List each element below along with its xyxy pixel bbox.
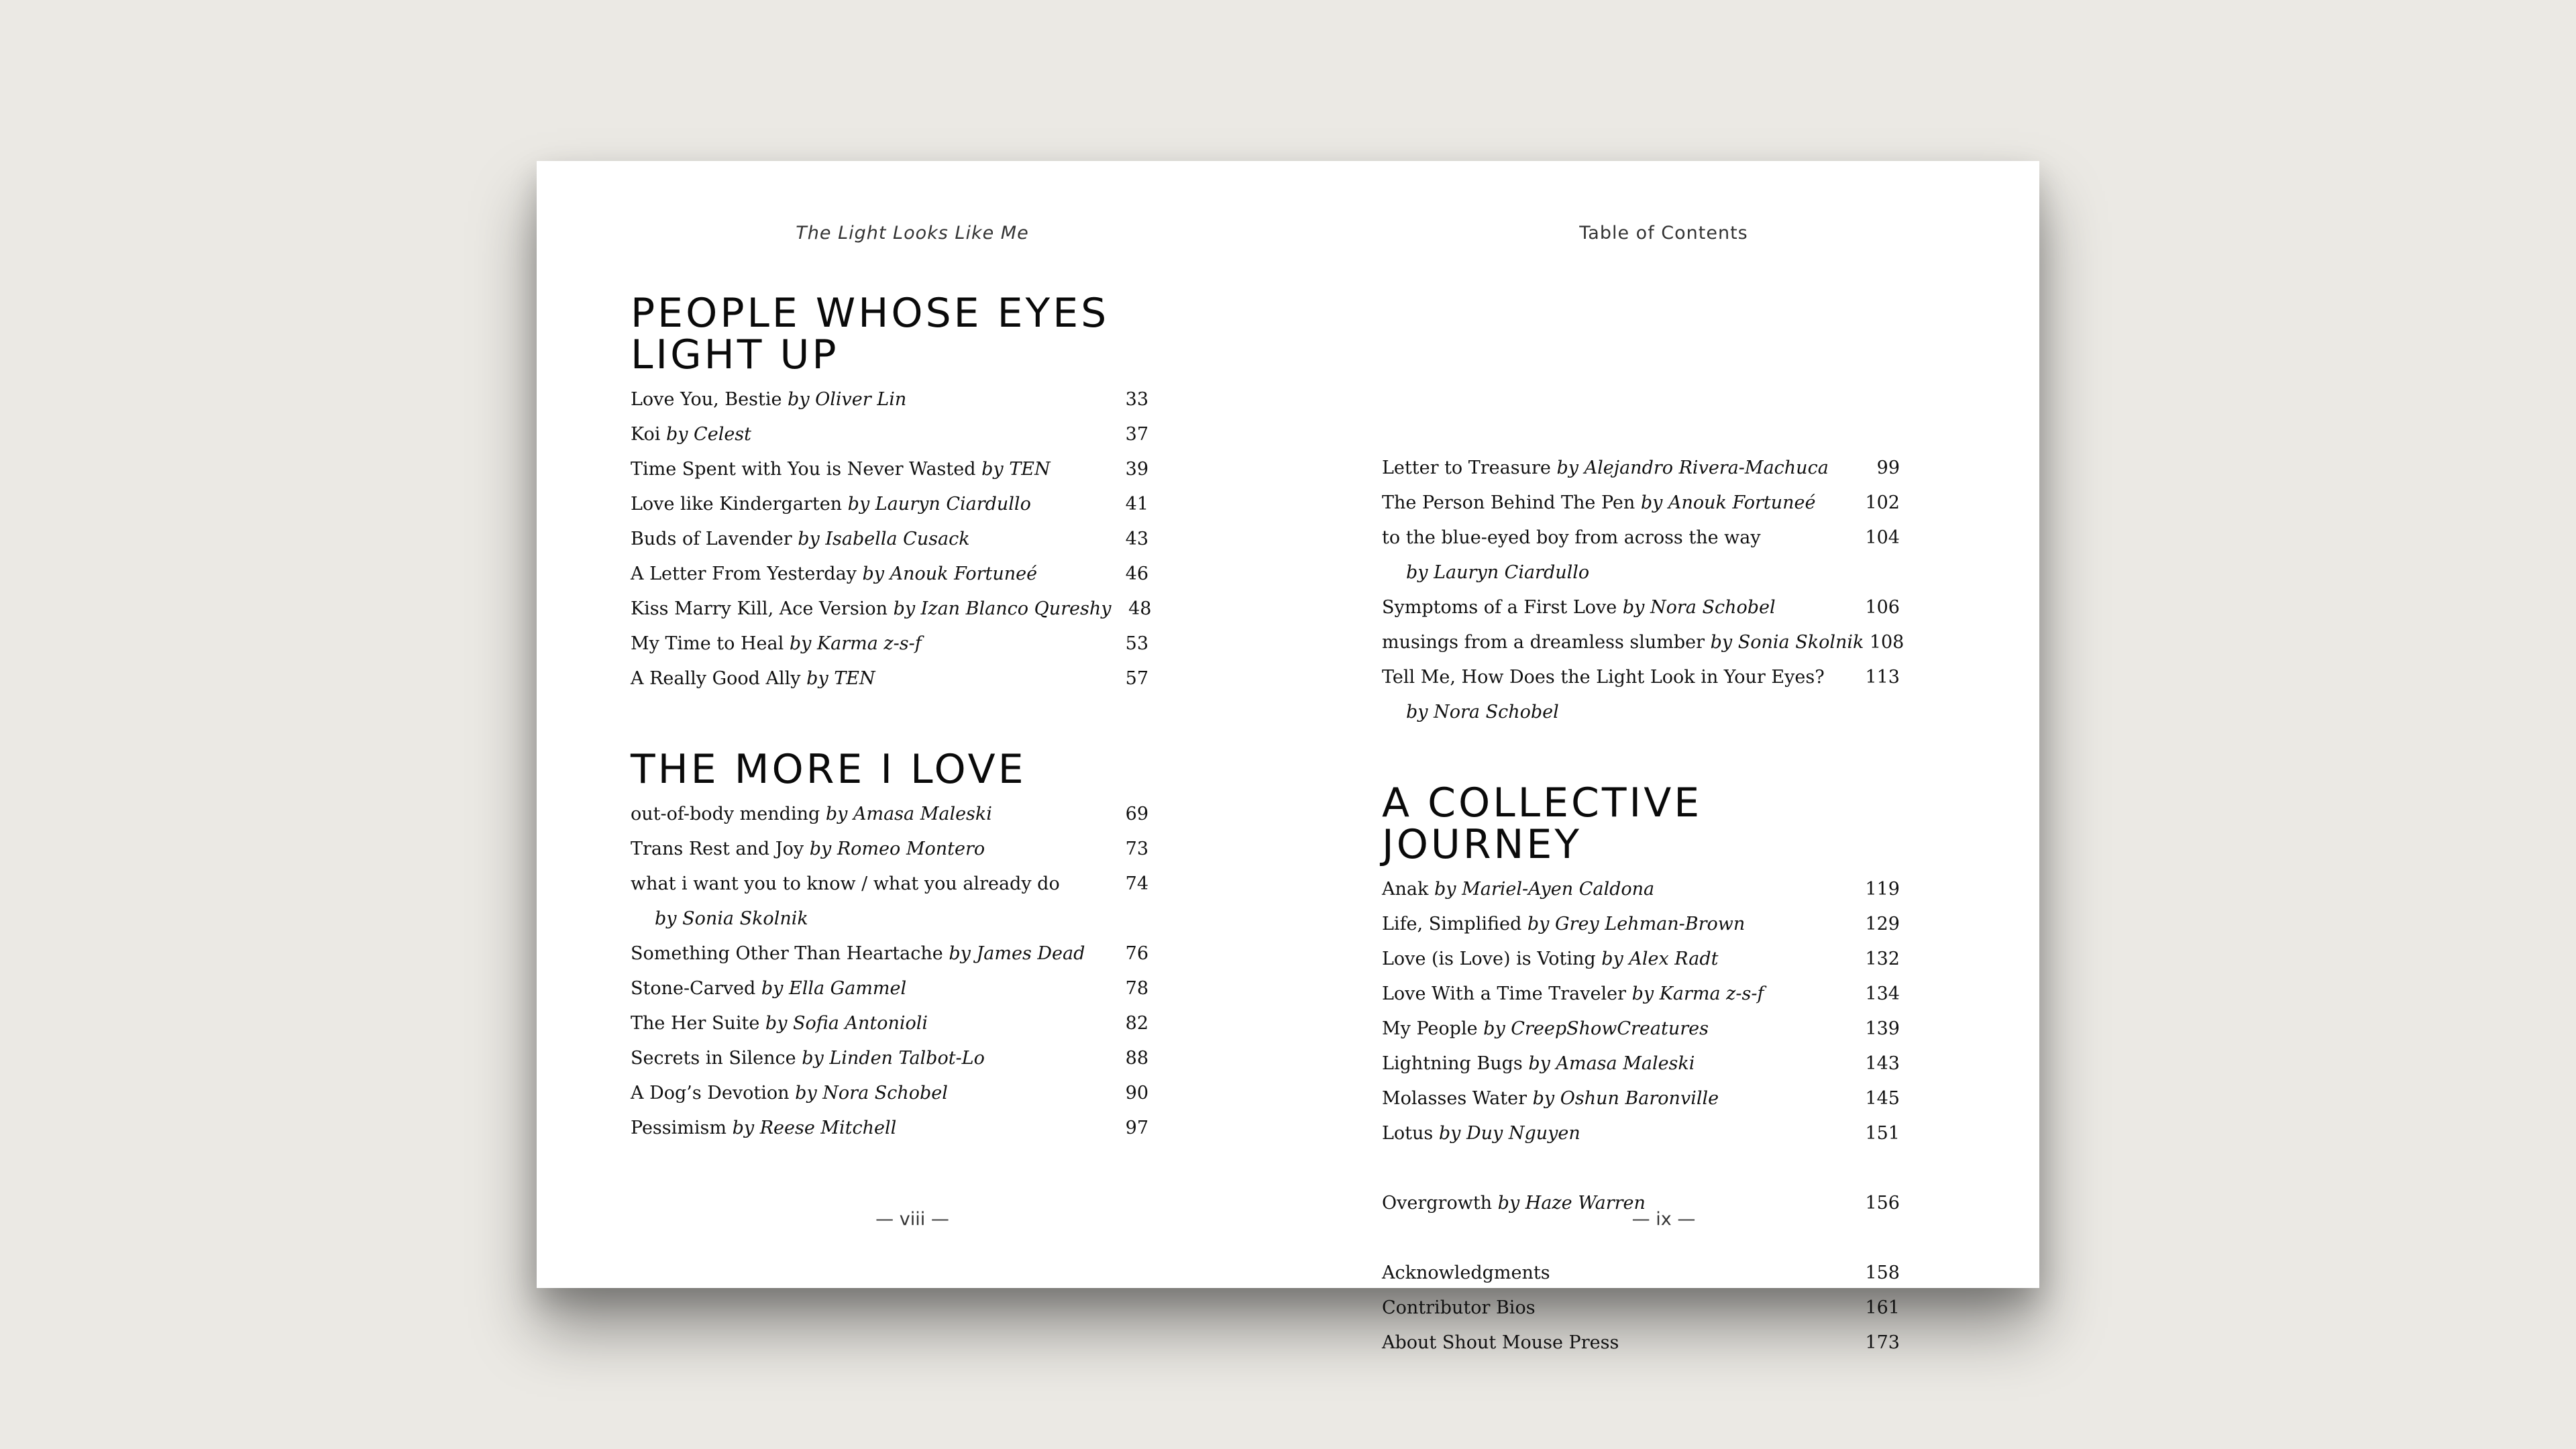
entry-page-number: 78 (1125, 978, 1148, 999)
toc-entry[interactable] (1382, 1081, 1900, 1116)
entry-author: by Ella Gammel (761, 978, 907, 999)
entry-page-number: 76 (1125, 943, 1148, 964)
entry-title: Love (is Love) is Voting (1382, 949, 1596, 969)
entry-author: by TEN (806, 668, 875, 689)
toc-entry-contributor-bios[interactable] (1382, 1291, 1900, 1326)
toc-entry-acknowledgments[interactable] (1382, 1256, 1900, 1291)
entry-author: by Oliver Lin (788, 389, 907, 410)
entry-page-number: 151 (1865, 1123, 1900, 1144)
entry-title: About Shout Mouse Press (1382, 1332, 1619, 1353)
entry-page-number: 102 (1865, 492, 1900, 513)
entry-page-number: 88 (1125, 1048, 1148, 1069)
entry-page-number: 129 (1865, 914, 1900, 934)
entry-page-number: 106 (1865, 597, 1900, 618)
entry-title: what i want you to know / what you already do (631, 873, 1060, 894)
section-spacer (1382, 730, 1900, 782)
toc-entry[interactable] (1382, 451, 1900, 486)
toc-entry[interactable] (631, 661, 1148, 696)
entry-page-number: 104 (1865, 527, 1900, 548)
toc-entry[interactable] (631, 1041, 1148, 1076)
entry-title: musings from a dreamless slumber (1382, 632, 1705, 653)
entry-title: Life, Simplified (1382, 914, 1522, 934)
toc-entry[interactable] (631, 627, 1148, 661)
entry-author: by Celest (665, 424, 752, 445)
book-spread (537, 161, 2039, 1353)
entry-page-number: 43 (1125, 529, 1148, 549)
entry-author: by Amasa Maleski (825, 804, 992, 824)
entry-page-number: 33 (1125, 389, 1148, 410)
entry-author: by Anouk Fortuneé (862, 564, 1038, 584)
entry-title: Stone-Carved (631, 978, 756, 999)
entry-page-number: 99 (1876, 458, 1900, 478)
entry-page-number: 113 (1865, 667, 1900, 688)
entry-title: Secrets in Silence (631, 1048, 796, 1069)
entry-title: The Her Suite (631, 1013, 760, 1034)
toc-entry[interactable] (1382, 872, 1900, 907)
entry-author: by James Dead (949, 943, 1085, 964)
toc-entry-about-shout-mouse-press[interactable] (1382, 1326, 1900, 1360)
toc-entry[interactable] (1382, 1012, 1900, 1046)
entry-title: A Letter From Yesterday (631, 564, 857, 584)
entry-page-number: 143 (1865, 1053, 1900, 1074)
toc-entry[interactable] (631, 971, 1148, 1006)
toc-entry[interactable] (631, 867, 1148, 902)
entry-author: by Karma z-s-f (789, 633, 922, 654)
entry-author: by Alex Radt (1601, 949, 1719, 969)
entry-author: by Linden Talbot-Lo (802, 1048, 985, 1069)
entry-page-number: 132 (1865, 949, 1900, 969)
entry-title: to the blue-eyed boy from across the way (1382, 527, 1761, 548)
entry-title: out-of-body mending (631, 804, 820, 824)
toc-entry[interactable] (1382, 521, 1900, 555)
entry-page-number: 57 (1125, 668, 1148, 689)
toc-entry[interactable] (631, 557, 1148, 592)
toc-entry[interactable] (631, 452, 1148, 487)
entry-author: by Nora Schobel (795, 1083, 948, 1104)
toc-entry[interactable] (1382, 1116, 1900, 1151)
entry-author: by Oshun Baronville (1532, 1088, 1719, 1109)
toc-entry[interactable] (631, 1111, 1148, 1146)
entry-author: by Haze Warren (1497, 1193, 1646, 1214)
entry-author: by Reese Mitchell (732, 1118, 897, 1138)
entry-page-number: 108 (1869, 632, 1904, 653)
entry-page-number: 145 (1865, 1088, 1900, 1109)
entry-title: Overgrowth (1382, 1193, 1493, 1214)
entry-author: by Isabella Cusack (798, 529, 970, 549)
toc-entry[interactable] (1382, 625, 1904, 660)
toc-entry[interactable] (1382, 1046, 1900, 1081)
entry-title: Love With a Time Traveler (1382, 983, 1626, 1004)
entry-page-number: 73 (1125, 839, 1148, 859)
entry-page-number: 134 (1865, 983, 1900, 1004)
section-title-line-2: LIGHT UP (631, 331, 839, 378)
entry-author: by Sonia Skolnik (1710, 632, 1864, 653)
entry-title: A Really Good Ally (631, 668, 801, 689)
section-title-the-more-i-love: THE MORE I LOVE (631, 746, 1026, 793)
toc-entry[interactable] (631, 797, 1148, 832)
toc-entry-continuation (1382, 555, 1900, 590)
entry-page-number: 39 (1125, 459, 1148, 480)
page-number-ix: — ix — (1631, 1209, 1696, 1230)
entry-page-number: 82 (1125, 1013, 1148, 1034)
entry-author: by Karma z-s-f (1631, 983, 1764, 1004)
toc-entry[interactable] (1382, 486, 1900, 521)
spacer (1382, 1151, 1900, 1186)
entry-page-number: 41 (1125, 494, 1148, 515)
toc-left-content (631, 290, 1152, 1146)
entry-author: by Romeo Montero (809, 839, 985, 859)
entry-author: by Lauryn Ciardullo (847, 494, 1031, 515)
toc-entry[interactable] (631, 936, 1148, 971)
left-page (537, 161, 1288, 1288)
entry-title: Buds of Lavender (631, 529, 792, 549)
entry-title: Acknowledgments (1382, 1263, 1550, 1283)
running-head-table-of-contents: Table of Contents (1579, 223, 1748, 244)
entry-title: Pessimism (631, 1118, 727, 1138)
entry-page-number: 139 (1865, 1018, 1900, 1039)
toc-entry[interactable] (631, 1006, 1148, 1041)
entry-page-number: 156 (1865, 1193, 1900, 1214)
section-title-people-whose-eyes-light-up (631, 292, 1148, 376)
toc-entry[interactable] (631, 522, 1148, 557)
entry-author: by TEN (981, 459, 1051, 480)
running-head-book-title: The Light Looks Like Me (796, 223, 1029, 244)
entry-author: by Duy Nguyen (1438, 1123, 1580, 1144)
entry-title: Kiss Marry Kill, Ace Version (631, 598, 888, 619)
entry-title: Trans Rest and Joy (631, 839, 804, 859)
entry-title: Contributor Bios (1382, 1297, 1536, 1318)
entry-title: Anak (1382, 879, 1429, 900)
toc-entry[interactable] (1382, 660, 1900, 695)
section-title-a-collective-journey: A COLLECTIVE JOURNEY (1382, 780, 1703, 868)
toc-entry[interactable] (631, 832, 1148, 867)
entry-title: Love You, Bestie (631, 389, 782, 410)
entry-author: by Sonia Skolnik (655, 908, 808, 929)
entry-title: My Time to Heal (631, 633, 784, 654)
toc-entry-continuation (1382, 695, 1900, 730)
entry-page-number: 97 (1125, 1118, 1148, 1138)
entry-author: by Sofia Antonioli (765, 1013, 928, 1034)
entry-title: Love like Kindergarten (631, 494, 843, 515)
entry-author: by Grey Lehman-Brown (1527, 914, 1746, 934)
entry-page-number: 74 (1125, 873, 1148, 894)
entry-page-number: 119 (1865, 879, 1900, 900)
toc-entry[interactable] (1382, 590, 1900, 625)
section-spacer (631, 696, 1148, 749)
entry-page-number: 53 (1125, 633, 1148, 654)
entry-author: by Amasa Maleski (1528, 1053, 1695, 1074)
entry-author: by Nora Schobel (1622, 597, 1776, 618)
entry-author: by Anouk Fortuneé (1640, 492, 1816, 513)
entry-author: by Alejandro Rivera-Machuca (1556, 458, 1829, 478)
entry-author: by Lauryn Ciardullo (1406, 562, 1590, 583)
toc-entry[interactable] (1382, 907, 1900, 942)
entry-title: Koi (631, 424, 661, 445)
entry-author: by Izan Blanco Qureshy (893, 598, 1112, 619)
entry-title: Tell Me, How Does the Light Look in Your Eyes? (1382, 667, 1825, 688)
page-number-viii: — viii — (875, 1209, 949, 1230)
entry-author: by CreepShowCreatures (1483, 1018, 1709, 1039)
right-page (1288, 161, 2039, 1353)
entry-page-number: 158 (1865, 1263, 1900, 1283)
entry-page-number: 46 (1125, 564, 1148, 584)
entry-title: Symptoms of a First Love (1382, 597, 1617, 618)
entry-title: The Person Behind The Pen (1382, 492, 1635, 513)
entry-page-number: 37 (1125, 424, 1148, 445)
toc-entry[interactable] (631, 592, 1152, 627)
entry-author: by Nora Schobel (1406, 702, 1559, 722)
section-title-line-1: PEOPLE WHOSE EYES (631, 290, 1110, 337)
toc-entry[interactable] (631, 382, 1148, 417)
entry-title: Time Spent with You is Never Wasted (631, 459, 976, 480)
entry-author: by Mariel-Ayen Caldona (1434, 879, 1655, 900)
entry-title: Letter to Treasure (1382, 458, 1551, 478)
entry-title: Lotus (1382, 1123, 1434, 1144)
toc-entry[interactable] (1382, 942, 1900, 977)
entry-title: A Dog’s Devotion (631, 1083, 790, 1104)
entry-page-number: 161 (1865, 1297, 1900, 1318)
entry-title: My People (1382, 1018, 1478, 1039)
entry-page-number: 173 (1865, 1332, 1900, 1353)
entry-page-number: 48 (1128, 598, 1152, 619)
toc-entry-continuation (631, 902, 1148, 936)
entry-title: Lightning Bugs (1382, 1053, 1523, 1074)
entry-title: Molasses Water (1382, 1088, 1527, 1109)
entry-title: Something Other Than Heartache (631, 943, 943, 964)
toc-entry[interactable] (631, 1076, 1148, 1111)
entry-page-number: 69 (1125, 804, 1148, 824)
toc-entry[interactable] (631, 417, 1148, 452)
toc-entry[interactable] (1382, 977, 1900, 1012)
toc-entry[interactable] (631, 487, 1148, 522)
entry-page-number: 90 (1125, 1083, 1148, 1104)
